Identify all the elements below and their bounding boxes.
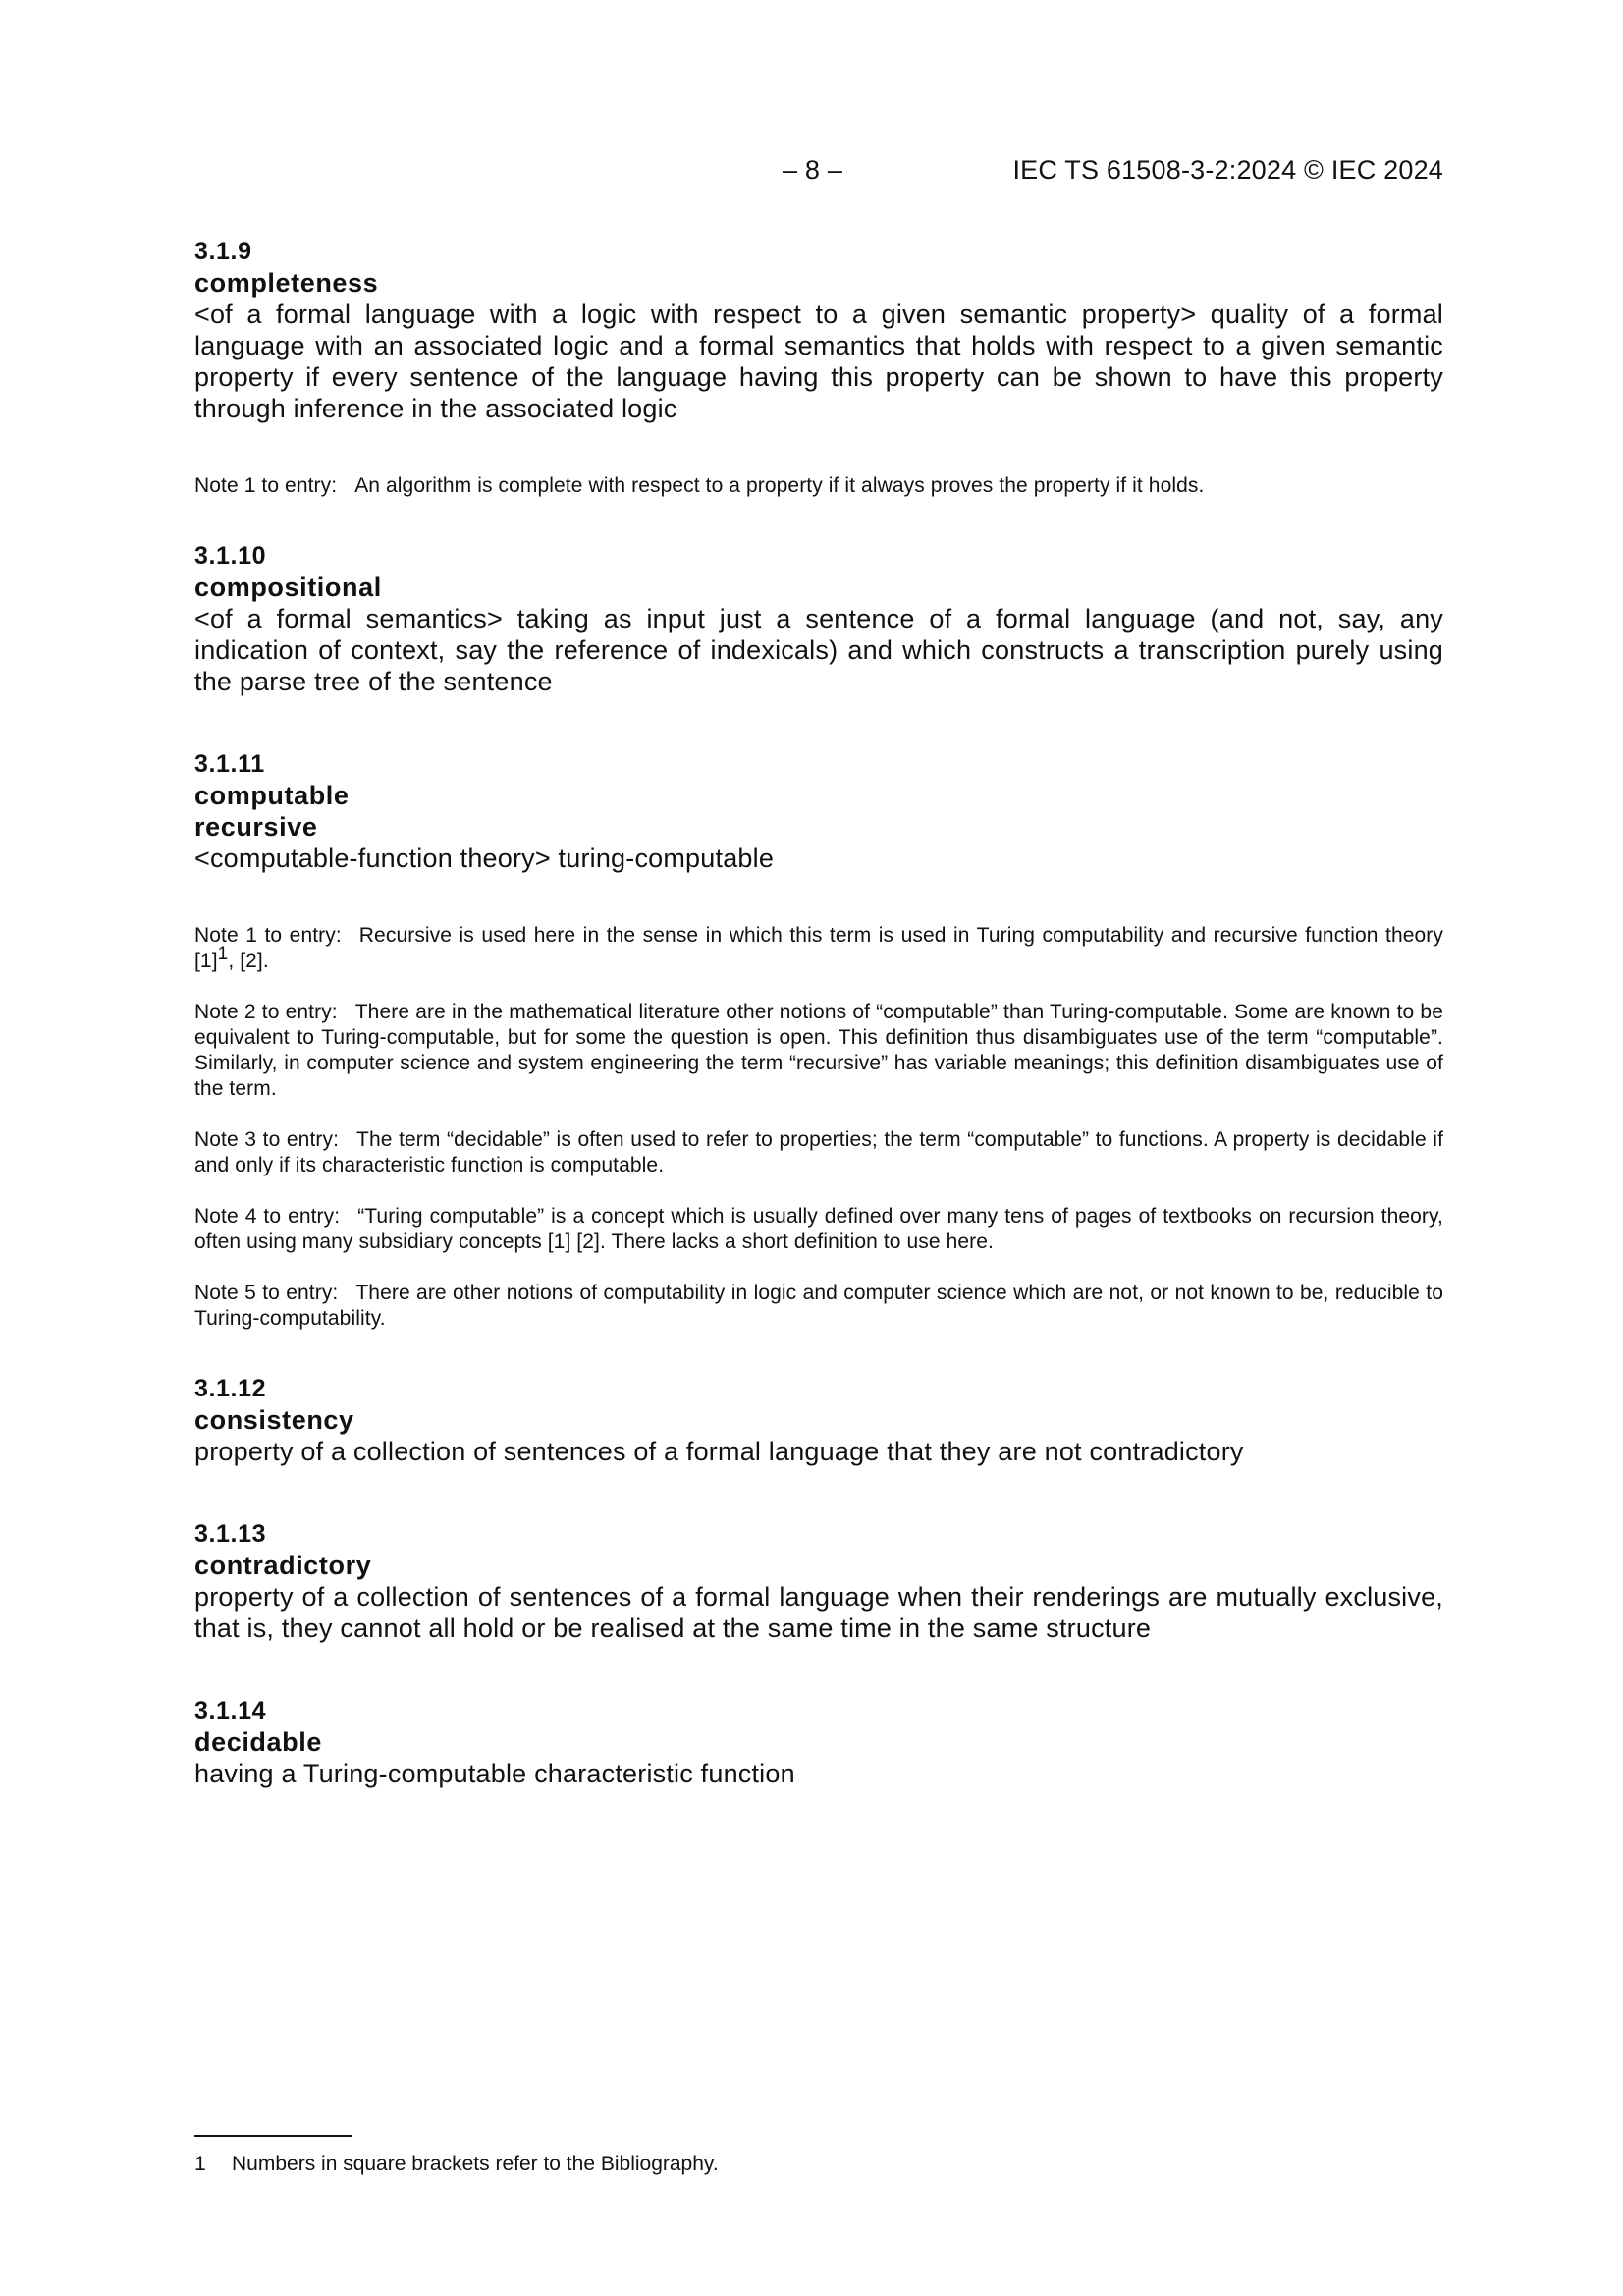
entry-definition: <computable-function theory> turing-computable (194, 844, 775, 873)
note-label: Note 3 to entry: (194, 1128, 340, 1151)
entry-number: 3.1.12 (194, 1375, 267, 1402)
standard-reference: IEC TS 61508-3-2:2024 © IEC 2024 (1012, 155, 1443, 185)
note-label: Note 2 to entry: (194, 1001, 338, 1023)
entry-term: compositional (194, 573, 382, 602)
footnote-text: Numbers in square brackets refer to the Bibliography. (232, 2153, 719, 2175)
entry-term: completeness (194, 268, 379, 298)
document-body (194, 236, 1443, 1789)
entry-admitted-term: recursive (194, 812, 318, 842)
footnote-reference[interactable]: 1 (217, 944, 229, 964)
page-header (0, 155, 1443, 191)
entry-number: 3.1.10 (194, 542, 267, 570)
note-text-continued: , [2]. (228, 950, 269, 972)
entry-3-1-11 (194, 748, 1443, 1332)
entry-definition: property of a collection of sentences of a formal language when their renderings are mutually exclusive, that is, they cannot all hold or be realised at the same time in the same structure (194, 1582, 1443, 1643)
footnote-separator (194, 2135, 352, 2137)
entry-definition: having a Turing-computable characteristic function (194, 1759, 795, 1788)
entry-number: 3.1.14 (194, 1697, 267, 1724)
note-to-entry (194, 1000, 1443, 1102)
entry-term: decidable (194, 1727, 322, 1757)
note-to-entry (194, 923, 1443, 974)
note-text: There are in the mathematical literature other notions of “computable” than Turing-computable. Some are known to be equivalent to Turing-computable, but for some the question is open. This definition thus disambiguates use of the term “computable”. Similarly, in computer science and system engineering the term “recursive” has variable meanings; this definition disambiguates use of the term. (194, 1001, 1443, 1100)
entry-definition: <of a formal semantics> taking as input just a sentence of a formal language (and not, say, any indication of context, say the reference of indexicals) and which constructs a transcription purely using the parse tree of the sentence (194, 604, 1443, 696)
entry-3-1-12 (194, 1373, 1443, 1467)
entry-term: contradictory (194, 1551, 372, 1580)
page-number: – 8 – (783, 155, 843, 185)
entry-term: computable (194, 781, 350, 810)
entry-term: consistency (194, 1405, 354, 1435)
entry-3-1-14 (194, 1695, 1443, 1789)
note-to-entry (194, 1281, 1443, 1332)
note-text: The term “decidable” is often used to refer to properties; the term “computable” to functions. A property is decidable if and only if its characteristic function is computable. (194, 1128, 1444, 1176)
note-text: An algorithm is complete with respect to a property if it always proves the property if it holds. (354, 474, 1205, 497)
note-to-entry (194, 473, 1443, 499)
entry-3-1-9 (194, 236, 1443, 499)
entry-definition: property of a collection of sentences of a formal language that they are not contradictory (194, 1437, 1244, 1466)
note-to-entry (194, 1204, 1443, 1255)
entry-definition: <of a formal language with a logic with respect to a given semantic property> quality of a formal language with an associated logic and a formal semantics that holds with respect to a given semantic property if every sentence of the language having this property can be shown to have this property through inference in the associated logic (194, 300, 1443, 423)
entry-3-1-13 (194, 1518, 1443, 1644)
note-text: Recursive is used here in the sense in which this term is used in Turing computability and recursive function theory [1] (194, 924, 1443, 972)
note-label: Note 4 to entry: (194, 1205, 341, 1228)
note-label: Note 1 to entry: (194, 924, 342, 947)
entry-number: 3.1.11 (194, 750, 265, 778)
entry-number: 3.1.9 (194, 238, 252, 265)
note-label: Note 1 to entry: (194, 474, 338, 497)
note-text: “Turing computable” is a concept which is usually defined over many tens of pages of textbooks on recursion theory, often using many subsidiary concepts [1] [2]. There lacks a short definition to use here. (194, 1205, 1443, 1253)
note-text: There are other notions of computability in logic and computer science which are not, or not known to be, reducible to Turing-computability. (194, 1282, 1443, 1330)
note-label: Note 5 to entry: (194, 1282, 339, 1304)
footnote-mark: 1 (194, 2153, 206, 2175)
footnote (194, 2151, 719, 2178)
note-to-entry (194, 1127, 1443, 1178)
entry-number: 3.1.13 (194, 1520, 267, 1548)
entry-3-1-10 (194, 540, 1443, 697)
